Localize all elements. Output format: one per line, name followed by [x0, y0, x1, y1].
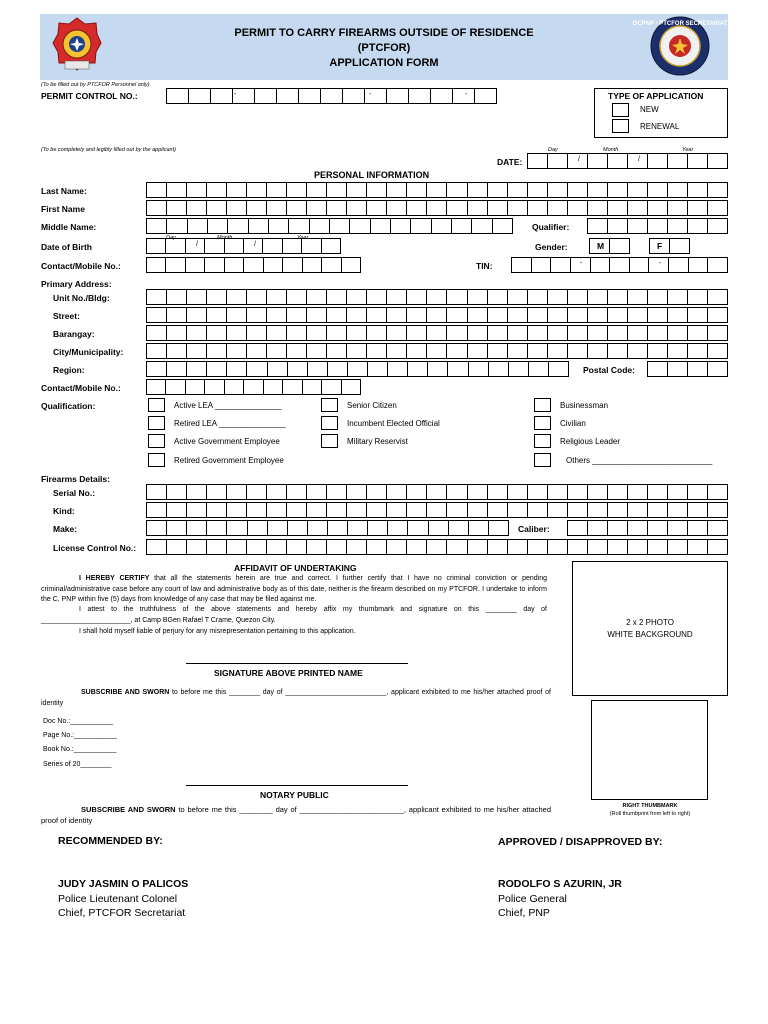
religious-leader-checkbox[interactable]	[534, 434, 551, 448]
street-field[interactable]	[147, 307, 728, 323]
approved-name: RODOLFO S AZURIN, JR	[498, 878, 622, 890]
caliber-label: Caliber:	[518, 524, 550, 534]
sworn2-text: to before me this ________ day of _________________________, applicant exhibited to me his/her attached proof of identity	[41, 805, 551, 825]
retired-gov-employee-checkbox[interactable]	[148, 453, 165, 467]
date-field[interactable]	[528, 153, 728, 169]
sworn-bold: SUBSCRIBE AND SWORN	[81, 689, 170, 696]
gender-male-field[interactable]	[590, 238, 630, 254]
military-reservist-checkbox[interactable]	[321, 434, 338, 448]
contact-field[interactable]	[147, 257, 361, 273]
recommended-rank: Police Lieutenant Colonel	[58, 893, 178, 905]
dob-month-caption: Month	[217, 235, 233, 241]
permit-control-field[interactable]	[167, 88, 497, 104]
sworn2-bold: SUBSCRIBE AND SWORN	[81, 805, 176, 814]
permit-control-label: PERMIT CONTROL NO.:	[41, 91, 138, 101]
affidavit-paragraph-1	[41, 574, 547, 606]
military-reservist-label: Military Reservist	[347, 437, 408, 446]
active-lea-checkbox[interactable]	[148, 398, 165, 412]
gender-label: Gender:	[535, 242, 568, 252]
personal-info-title: PERSONAL INFORMATION	[314, 170, 430, 180]
serial-label: Serial No.:	[53, 488, 96, 498]
active-lea-label: Active LEA _______________	[174, 401, 282, 410]
barangay-field[interactable]	[147, 325, 728, 341]
kind-label: Kind:	[53, 506, 75, 516]
civilian-label: Civilian	[560, 419, 586, 428]
title-line-3: APPLICATION FORM	[329, 57, 439, 69]
permit-dash-1: -	[234, 91, 237, 98]
new-label: NEW	[640, 105, 659, 114]
middle-name-field[interactable]	[147, 218, 513, 234]
recommended-position: Chief, PTCFOR Secretariat	[58, 907, 186, 919]
qualification-label: Qualification:	[41, 401, 96, 411]
gender-female-field[interactable]	[650, 238, 690, 254]
seal-top-text: OCPNP · PTCFOR SECRETARIAT	[632, 21, 728, 27]
others-label: Others ___________________________	[566, 456, 713, 465]
affidavit-title: AFFIDAVIT OF UNDERTAKING	[234, 563, 357, 573]
applicant-note: (To be completely and legibly filled out by the applicant)	[41, 147, 176, 153]
unit-label: Unit No./Bldg:	[53, 293, 110, 303]
approved-position: Chief, PNP	[498, 907, 550, 919]
dob-field[interactable]	[147, 238, 341, 254]
qualifier-label: Qualifier:	[532, 222, 570, 232]
date-sep-2: /	[638, 156, 640, 163]
notary-public-label: NOTARY PUBLIC	[260, 790, 329, 800]
religious-leader-label: Religious Leader	[560, 437, 621, 446]
civilian-checkbox[interactable]	[534, 416, 551, 430]
affidavit-paragraph-2: I attest to the truthfulness of the above statements and hereby affix my thumbmark and signature on this ________ day of _______________________, at Camp BGen Rafael T Crame, Quezon City.	[41, 606, 547, 624]
first-name-field[interactable]	[147, 200, 728, 216]
kind-field[interactable]	[147, 502, 728, 518]
senior-citizen-checkbox[interactable]	[321, 398, 338, 412]
street-label: Street:	[53, 311, 80, 321]
title-line-2: (PTCFOR)	[357, 42, 411, 54]
postal-code-field[interactable]	[648, 361, 728, 377]
gender-f-label: F	[657, 241, 663, 251]
tin-field[interactable]	[512, 257, 728, 273]
signature-line[interactable]	[186, 663, 408, 664]
recommended-by-label: RECOMMENDED BY:	[58, 835, 163, 847]
businessman-label: Businessman	[560, 401, 609, 410]
sworn-paragraph	[41, 688, 551, 709]
others-checkbox[interactable]	[534, 453, 551, 467]
photo-caption-line-2: WHITE BACKGROUND	[607, 630, 693, 639]
elected-official-label: Incumbent Elected Official	[347, 419, 440, 428]
title-line-1: PERMIT TO CARRY FIREARMS OUTSIDE OF RESIDENCE	[234, 27, 534, 39]
firearms-details-title: Firearms Details:	[41, 474, 110, 484]
retired-lea-label: Retired LEA _______________	[174, 419, 286, 428]
contact-label: Contact/Mobile No.:	[41, 261, 121, 271]
businessman-checkbox[interactable]	[534, 398, 551, 412]
middle-name-label: Middle Name:	[41, 222, 97, 232]
signature-label: SIGNATURE ABOVE PRINTED NAME	[214, 668, 363, 678]
city-label: City/Municipality:	[53, 347, 124, 357]
first-name-label: First Name	[41, 204, 85, 214]
photo-caption-line-1: 2 x 2 PHOTO	[626, 618, 674, 627]
city-field[interactable]	[147, 343, 728, 359]
postal-code-label: Postal Code:	[583, 365, 635, 375]
dob-day-caption: Day	[166, 235, 176, 241]
affidavit-certify-bold: I HEREBY CERTIFY	[79, 575, 150, 582]
new-checkbox[interactable]	[612, 103, 629, 117]
renewal-label: RENEWAL	[640, 122, 680, 131]
elected-official-checkbox[interactable]	[321, 416, 338, 430]
date-year-caption: Year	[682, 147, 694, 153]
sworn-paragraph-2	[41, 805, 551, 826]
gender-m-label: M	[597, 241, 605, 251]
dob-sep-1: /	[196, 241, 198, 248]
affidavit-certify-text: that all the statements herein are true and correct. I further certify that I have no criminal conviction or pending criminal/administrative case before any court of law and administrative body as of this date, neither is the firearm described on my PTCFOR. I undertake to inform the C, PNP within five (5) days from knowledge of any case that may be filed against me.	[41, 575, 547, 603]
contact2-label: Contact/Mobile No.:	[41, 383, 121, 393]
retired-gov-employee-label: Retired Government Employee	[174, 456, 284, 465]
region-field[interactable]	[147, 361, 569, 377]
serial-field[interactable]	[147, 484, 728, 500]
approved-rank: Police General	[498, 893, 567, 905]
last-name-label: Last Name:	[41, 186, 87, 196]
book-no-field[interactable]: Book No.:___________	[43, 746, 117, 753]
thumbmark-caption-line-1: RIGHT THUMBMARK	[622, 803, 678, 809]
notary-signature-line[interactable]	[186, 785, 408, 786]
tin-dash-1: -	[580, 260, 583, 267]
make-field[interactable]	[147, 520, 509, 536]
type-of-application-title: TYPE OF APPLICATION	[608, 91, 704, 101]
make-label: Make:	[53, 524, 78, 534]
permit-dash-3: -	[465, 91, 468, 98]
tin-label: TIN:	[476, 261, 493, 271]
contact2-field[interactable]	[147, 379, 361, 395]
date-month-caption: Month	[603, 147, 619, 153]
approved-by-label: APPROVED / DISAPPROVED BY:	[498, 836, 663, 848]
tin-dash-2: -	[659, 260, 662, 267]
page-no-field[interactable]: Page No.:___________	[43, 732, 117, 739]
ptcfor-secretariat-logo	[632, 16, 728, 76]
unit-field[interactable]	[147, 289, 728, 305]
date-label: DATE:	[497, 157, 523, 167]
qualifier-field[interactable]	[588, 218, 728, 234]
active-gov-employee-checkbox[interactable]	[148, 434, 165, 448]
thumbmark-box[interactable]	[591, 700, 708, 800]
dob-year-caption: Year	[297, 235, 309, 241]
thumbmark-caption-line-2: (Roll thumbprint from left to right)	[609, 811, 691, 817]
series-field[interactable]: Series of 20________	[43, 761, 112, 768]
active-gov-employee-label: Active Government Employee	[174, 437, 280, 446]
senior-citizen-label: Senior Citizen	[347, 401, 397, 410]
caliber-field[interactable]	[568, 520, 728, 536]
office-note: (To be filled out by PTCFOR Personnel only)	[41, 82, 150, 88]
doc-no-field[interactable]: Doc No.:___________	[43, 718, 114, 725]
recommended-name: JUDY JASMIN O PALICOS	[58, 878, 189, 890]
license-control-field[interactable]	[147, 539, 728, 555]
barangay-label: Barangay:	[53, 329, 95, 339]
pnp-seal-logo	[52, 17, 102, 75]
region-label: Region:	[53, 365, 85, 375]
license-control-label: License Control No.:	[53, 543, 137, 553]
affidavit-paragraph-3: I shall hold myself liable of perjury for any misrepresentation pertaining to this application.	[79, 628, 356, 635]
dob-label: Date of Birth	[41, 242, 92, 252]
dob-sep-2: /	[254, 241, 256, 248]
last-name-field[interactable]	[147, 182, 728, 198]
renewal-checkbox[interactable]	[612, 119, 629, 133]
date-sep-1: /	[578, 156, 580, 163]
thumbmark-caption	[582, 802, 718, 818]
date-day-caption: Day	[548, 147, 558, 153]
primary-address-label: Primary Address:	[41, 279, 112, 289]
sworn-text: to before me this ________ day of __________________________, applicant exhibited to me his/her attached proof of identity	[41, 689, 551, 707]
permit-dash-2: -	[369, 91, 372, 98]
retired-lea-checkbox[interactable]	[148, 416, 165, 430]
photo-caption	[572, 617, 728, 641]
form-title	[200, 26, 568, 71]
